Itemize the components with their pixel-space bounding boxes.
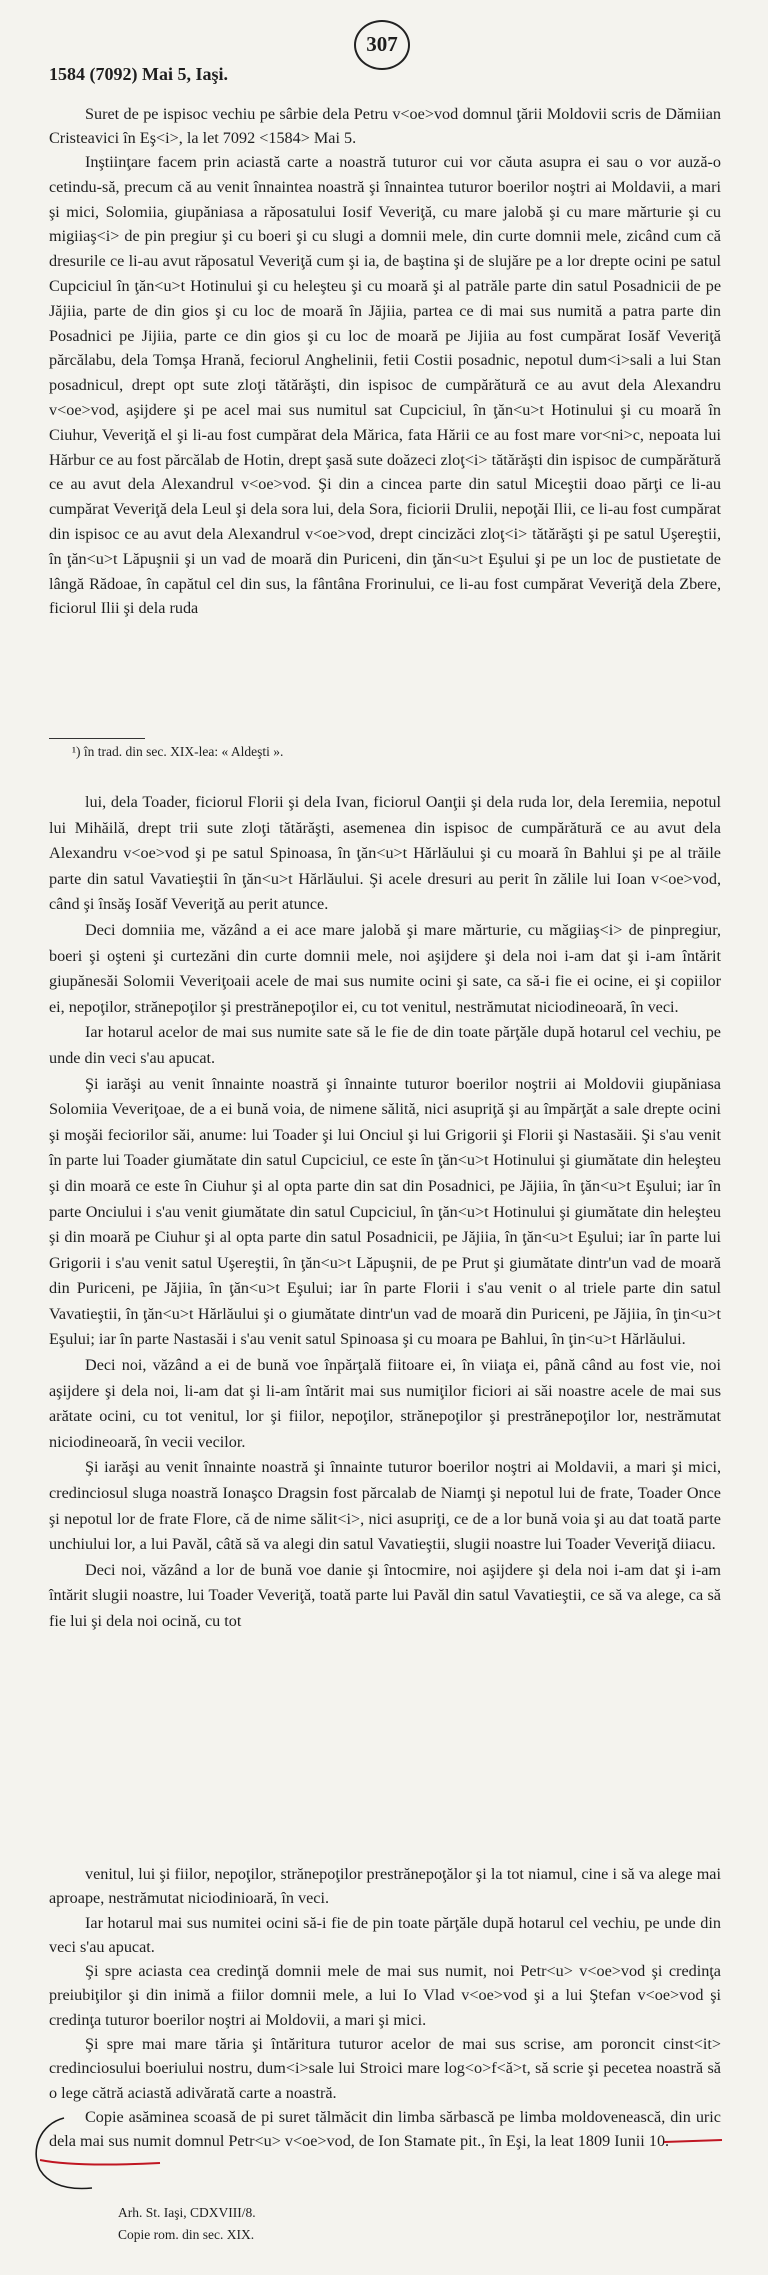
archive-line: Copie rom. din sec. XIX. xyxy=(118,2227,255,2242)
copy-note-paragraph: Copie asăminea scoasă de pi suret tălmăcit din limba sărbască pe limba moldovenească, din uric dela mai sus numit domnul Petr<u> v<oe>vod, de Ion Stamate pit., în Eşi, la leat 1809 Iunii 10. xyxy=(49,2107,721,2151)
pen-bracket-curve xyxy=(36,2118,92,2188)
paragraph: Şi iarăşi au venit înnainte noastră şi înnainte tuturor boerilor noştrii ai Moldovii giupăniasa Solomiia Veveriţoae, de a ei bună voia, de nimene sălită, nici asupriţă şi au împărţăt a sale drepte ocini şi moşăi feciorilor săi, anume: lui Toader şi lui Onciul şi lui Grigorii şi Florii şi Nastasăii. Şi s'au venit în parte lui Toader giumătate din satul Cupciciul, ce este în ţăn<u>t Hotinului şi giumătate din heleşteu şi din moară ce este în Ciuhur şi al opta parte din sat din Posadnici, pe Jăjiia, în ţăn<u>t Eşului; iar în parte Onciului i s'au venit giumătate din satul Cupciciul, în ţăn<u>t Hotinului şi giumătate din heleşteu şi din moară pe Ciuhur şi al opta parte din satul Posadnicii, pe Jăjiia, în ţăn<u>t Eşului; iar în parte lui Grigorii i s'au venit satul Uşereştii, în ţăn<u>t Lăpuşnii, de pe Prut şi giumătate dintr'un vad de moară din Puriceni, pe Jăjiia, în ţăn<u>t Eşului; iar în parte Florii i s'au venit o al triele parte din satul Vavatieştii, în ţăn<u>t Hărlăului şi o giumătate dintr'un vad de moară din Puriceni, pe Jăjiia, în ţin<u>t Eşului; iar în parte Nastasăi i s'au venit satul Spinoasa şi cu moara pe Bahlui, în ţin<u>t Hărlăului. xyxy=(49,1074,721,1349)
paragraph: Deci domniia me, văzând a ei ace mare jalobă şi mare mărturie, cu măgiiaş<i> de pinpregiur, boeri şi oşteni şi curtezăni din curte domnii mele, noi aşijdere şi dela noi i-am dat şi i-am întărit giupănesăi Solomii Veveriţoaii acele de mai sus numite ocini şi sate, ca să-i fie ei ocine, ei şi copiilor ei, nepoţilor, strănepoţilor şi prestrănepoţilor ei, cu tot venitul, nestrămutat niciodineoară, în veci. xyxy=(49,920,721,1016)
document-heading: 1584 (7092) Mai 5, Iaşi. xyxy=(49,64,228,84)
page-number: 307 xyxy=(354,20,410,70)
pen-underline-bottom xyxy=(40,2160,160,2165)
paragraph: venitul, lui şi fiilor, nepoţilor, strănepoţilor prestrănepoţălor şi la tot niamul, cine i să va alege mai aproape, nestrămutat niciodinioară, în veci. xyxy=(49,1865,721,1908)
paragraph: Iar hotarul acelor de mai sus numite sate să le fie de din toate părţăle după hotarul cel vechiu, pe unde din veci s'au apucat. xyxy=(49,1023,721,1067)
paragraph: Iar hotarul mai sus numitei ocini să-i fie de pin toate părţăle după hotarul cel vechiu, pe unde din veci s'au apucat. xyxy=(49,1913,721,1956)
paragraph: Inştiinţare facem prin aciastă carte a noastră tuturor cui vor căuta asupra ei sau o vor auză-o cetindu-să, precum că au venit înnaintea noastră şi înnaintea tuturor boerilor noştri ai Moldavii, a mari şi mici, Solomiia, giupăniasa a răposatului Iosif Veveriţă, cu mare jalobă şi cu mare mărturie şi cu migiiaş<i> de pin pregiur şi cu boeri şi cu slugi a domnii mele, din curte domnii mele, zicând cum că dresurile ce li-au avut răposatul Veveriţă cum şi ia, de baştina şi de slujăre pe a lor drepte ocini pe satul Cupciciul în ţăn<u>t Hotinului şi cu heleşteu şi cu moară şi al patrăle parte din satul Posadnicii de pe Jăjiia, parte de din gios şi cu loc de moară în Jăjiia, partea ce di mai sus numită a patra parte din Posadnici pe Jijiia, parte ce din gios şi cu loc de moară pe Jijiia au fost cumpărat Iosăf Veveriţă părcălabu, dela Tomşa Hrană, feciorul Anghelinii, fetii Costii posadnic, nepotul dum<i>sali a lui Stan posadnicul, drept opt sute zloţi tătărăşti, din ispisoc de cumpărătură ce au avut dela Alexandru v<oe>vod, aşijdere şi pe acel mai sus numitul sat Cupciciul, în ţăn<u>t Hotinului şi cu moară în Ciuhur, Veveriţă el şi li-au fost cumpărat dela Mărica, fata Hării ce au fost mare vor<ni>c, nepoata lui Hărbur ce au fost părcălab de Hotin, drept şasă sute doăzeci zloţ<i> tătărăşti din ispisoc de cumpărătură ce au avut dela Alexandrul v<oe>vod. Şi din a cincea parte din satul Miceştii doao părţi ce li-au cumpărat Veveriţă dela Leul şi dela sora lui, dela Sora, ficiorii Drulii, nepoţăi Ilii, ce li-au fost cumpărat din ispisoc ce au avut dela Alexandrul v<oe>vod, drept cincizăci zloţ<i> tătărăşti şi pe satul Uşereştii, în ţăn<u>t Lăpuşnii şi un vad de moară din Puriceni, din ţăn<u>t Eşului şi pe un loc de pustietate de lângă Rădoae, în capătul cel din sus, la fântâna Frorinului, ce li-au fost cumpărat Veveriţă dela Zbere, ficiorul Ilii şi dela ruda xyxy=(49,153,721,618)
footnote: ¹) în trad. din sec. XIX-lea: « Aldeşti ». xyxy=(72,744,284,759)
paragraph: Şi iarăşi au venit înnainte noastră şi înnainte tuturor boerilor noştri ai Moldavii, a mari şi mici, credinciosul sluga noastră Ionaşco Dragsin fost părcalab de Niamţi şi nepotul lui de frate, Toader Once şi nepotul lor de frate Flore, că de nime sălit<i>, nici asupriţi, ce de a lor bună voia şi au dat toată parte unchiului lor, a lui Pavăl, câtă să va alegi din satul Vavatieştii, slugii noastre lui Toader Veveriţă diiacu. xyxy=(49,1458,721,1554)
paragraph: Şi spre aciasta cea credinţă domnii mele de mai sus numit, noi Petr<u> v<oe>vod şi credinţa preiubiţilor şi din inimă a fiilor domnii mele, a lui Io Vlad v<oe>vod şi a lui Ştefan v<oe>vod şi credinţa tuturor boerilor noştri ai Moldovii, a mari şi mici. xyxy=(49,1962,721,2029)
paragraph: lui, dela Toader, ficiorul Florii şi dela Ivan, ficiorul Oanţii şi dela ruda lor, dela Ieremiia, nepotul lui Mihăilă, drept trii sute zloţi tătărăşti, asemenea din ispisoc de cumpărătură ce au avut dela Alexandru v<oe>vod şi pe satul Spinoasa, în ţăn<u>t Hărlăului şi cu moară în Bahlui şi pe al trăile parte din satul Vavatieştii în ţăn<u>t Hărlăului. Şi acele dresuri au perit în zălile lui Ioan v<oe>vod, când şi însăş Iosăf Veveriţă au perit atunce. xyxy=(49,793,721,914)
paragraph: Şi spre mai mare tăria şi întăritura tuturor acelor de mai sus scrise, am poroncit cinst<it> credinciosului boeriului nostru, dum<i>sale lui Stroici mare log<o>f<ă>t, să scrie şi pecetea noastră să o lege cătră aciastă adivărată carte a noastră. xyxy=(49,2035,721,2102)
summary-paragraph: Suret de pe ispisoc vechiu pe sârbie dela Petru v<oe>vod domnul ţării Moldovii scris de Dămiian Cristeavici în Eş<i>, la let 7092 <1584> Mai 5. xyxy=(49,105,721,147)
archive-line: Arh. St. Iaşi, CDXVIII/8. xyxy=(118,2205,256,2220)
paragraph: Deci noi, văzând a ei de bună voe înpărţală fiitoare ei, în viiaţa ei, până când au fost vie, noi aşijdere şi dela noi, li-am dat şi li-am întărit mai sus numiţilor ficiori ai săi noastre acele de mai sus arătate ocini, cu tot venitul, lor şi fiilor, nepoţilor, strănepoţilor şi prestrănepoţilor lor, nestrămutat niciodineoară, în vecii vecilor. xyxy=(49,1356,721,1451)
paragraph: Deci noi, văzând a lor de bună voe danie şi întocmire, noi aşijdere şi dela noi i-am dat şi i-am întărit slugii noastre, lui Toader Veveriţă, toată parte lui Pavăl din satul Vavatieştii, ce să va alege, ca să fie lui şi dela noi ocină, cu tot xyxy=(49,1560,721,1630)
pen-underline-top xyxy=(664,2140,722,2142)
